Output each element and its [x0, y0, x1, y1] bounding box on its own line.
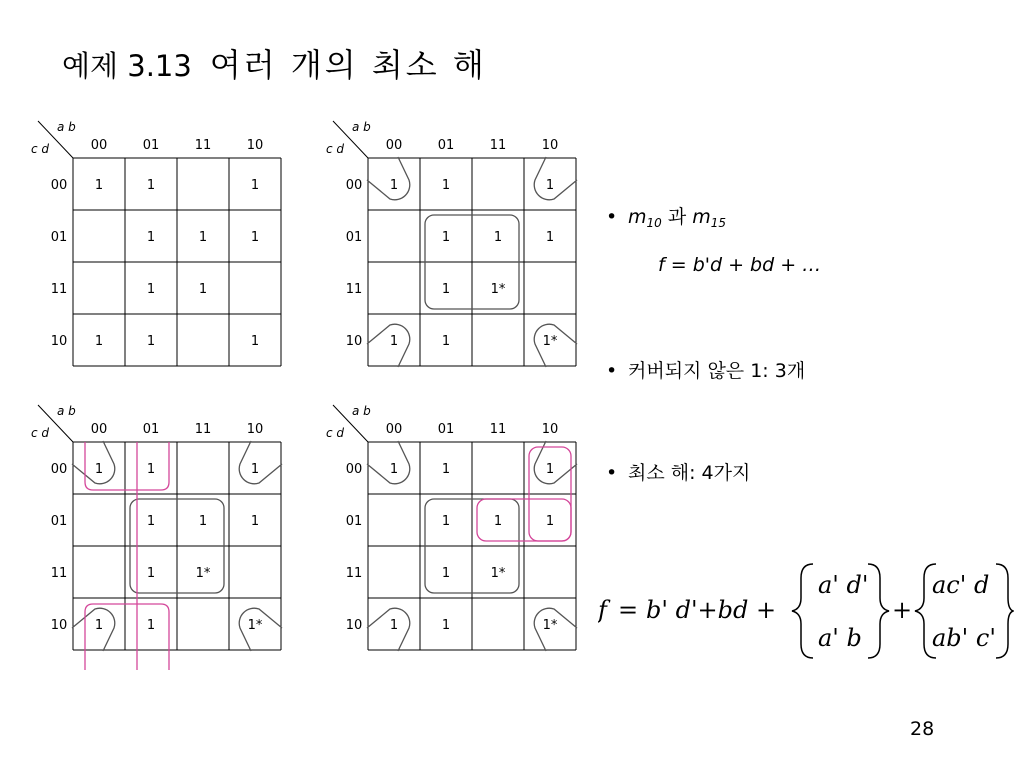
col-header: 00 [90, 138, 108, 153]
formula-eq: = [618, 596, 639, 624]
title-text: 여러 개의 최소 해 [209, 46, 487, 84]
bullet-sub-10: 10 [646, 216, 662, 230]
cell-value: 1 [250, 514, 260, 529]
row-header: 01 [50, 514, 68, 529]
wraparound-corner-loop [367, 608, 410, 651]
row-header: 11 [50, 282, 68, 297]
cell-value: 1 [493, 230, 503, 245]
bullet-solutions [606, 458, 750, 485]
bullet-m-b: m [692, 206, 711, 228]
var-label-cd: c d [31, 142, 50, 156]
wraparound-bottom-loop [85, 604, 169, 670]
row-header: 10 [50, 334, 68, 349]
formula-main: b' d'+bd + [646, 596, 777, 624]
row-header: 00 [50, 178, 68, 193]
row-header: 10 [345, 618, 363, 633]
cell-value: 1 [250, 334, 260, 349]
cell-value: 1 [250, 462, 260, 477]
col-header: 01 [437, 138, 455, 153]
cell-value: 1 [441, 514, 451, 529]
var-label-ab: a b [352, 404, 371, 418]
wraparound-corner-loop [534, 157, 577, 200]
cell-value: 1 [198, 282, 208, 297]
col-header: 10 [246, 138, 264, 153]
cell-value: 1 [389, 334, 399, 349]
col-header: 01 [142, 138, 160, 153]
col-header: 00 [385, 422, 403, 437]
cell-value: 1 [441, 566, 451, 581]
cell-value: 1 [441, 618, 451, 633]
cell-value: 1* [542, 618, 558, 633]
var-label-cd: c d [326, 426, 345, 440]
col-header: 01 [437, 422, 455, 437]
bullet-uncovered-text: 커버되지 않은 1: 3개 [628, 360, 806, 382]
cell-value: 1 [198, 514, 208, 529]
cell-value: 1 [250, 230, 260, 245]
cell-value: 1 [493, 514, 503, 529]
row-header: 01 [50, 230, 68, 245]
cell-value: 1 [441, 282, 451, 297]
bullet-marker: • [606, 462, 618, 484]
cell-value: 1 [146, 230, 156, 245]
cell-value: 1 [250, 178, 260, 193]
cell-value: 1 [94, 334, 104, 349]
col-header: 10 [541, 422, 559, 437]
right-brace-2 [996, 564, 1013, 658]
set1-top: a' d' [818, 571, 869, 599]
cell-value: 1 [146, 566, 156, 581]
row-header: 00 [345, 462, 363, 477]
minimal-solution-formula [598, 558, 1014, 666]
cell-value: 1 [389, 178, 399, 193]
row-header: 00 [345, 178, 363, 193]
page-number: 28 [910, 718, 935, 740]
col-header: 00 [90, 422, 108, 437]
cell-value: 1 [545, 230, 555, 245]
wraparound-corner-loop [367, 441, 410, 484]
cell-value: 1* [247, 618, 263, 633]
col-header: 11 [489, 138, 507, 153]
col-header: 00 [385, 138, 403, 153]
bullet-conj: 과 [661, 206, 693, 228]
cell-value: 1 [146, 618, 156, 633]
set2-top: ac' d [932, 571, 990, 599]
cell-value: 1* [542, 334, 558, 349]
cell-value: 1 [389, 462, 399, 477]
col-header: 10 [541, 138, 559, 153]
bullet-partial-formula: f = b'd + bd + … [658, 254, 822, 276]
left-brace-1 [792, 564, 813, 658]
row-header: 11 [345, 282, 363, 297]
cell-value: 1* [490, 282, 506, 297]
wraparound-corner-loop [367, 324, 410, 367]
wraparound-corner-loop [72, 608, 115, 651]
cell-value: 1 [94, 618, 104, 633]
var-label-cd: c d [326, 142, 345, 156]
cell-value: 1 [94, 178, 104, 193]
row-header: 10 [50, 618, 68, 633]
formula-lhs: f [598, 596, 607, 624]
cell-value: 1* [490, 566, 506, 581]
row-header: 01 [345, 230, 363, 245]
row-header: 10 [345, 334, 363, 349]
bullet-marker: • [606, 206, 618, 228]
cell-value: 1 [441, 462, 451, 477]
cell-value: 1 [545, 514, 555, 529]
var-label-ab: a b [352, 120, 371, 134]
bullet-sub-15: 15 [710, 216, 727, 230]
var-label-ab: a b [57, 404, 76, 418]
wraparound-corner-loop [72, 441, 115, 484]
cell-value: 1 [389, 618, 399, 633]
formula-plus: + [892, 596, 913, 624]
col-header: 11 [194, 422, 212, 437]
cell-value: 1* [195, 566, 211, 581]
cell-value: 1 [146, 334, 156, 349]
cell-value: 1 [441, 178, 451, 193]
set2-bottom: ab' c' [932, 624, 996, 652]
cell-value: 1 [94, 462, 104, 477]
wraparound-corner-loop [239, 441, 282, 484]
col-header: 01 [142, 422, 160, 437]
cell-value: 1 [146, 178, 156, 193]
cell-value: 1 [441, 334, 451, 349]
cell-value: 1 [545, 178, 555, 193]
bullet-marker: • [606, 360, 618, 382]
bullet-m-a: m [628, 206, 647, 228]
right-brace-1 [868, 564, 889, 658]
cell-value: 1 [545, 462, 555, 477]
bullet-minterms [606, 202, 726, 230]
col-header: 10 [246, 422, 264, 437]
cell-value: 1 [441, 230, 451, 245]
bullet-uncovered [606, 356, 805, 383]
var-label-ab: a b [57, 120, 76, 134]
cell-value: 1 [146, 282, 156, 297]
cell-value: 1 [198, 230, 208, 245]
title-example-number: 예제 3.13 [62, 49, 192, 83]
set1-bottom: a' b [818, 624, 862, 652]
cell-value: 1 [146, 462, 156, 477]
cell-value: 1 [146, 514, 156, 529]
row-header: 01 [345, 514, 363, 529]
col-header: 11 [489, 422, 507, 437]
row-header: 11 [50, 566, 68, 581]
var-label-cd: c d [31, 426, 50, 440]
row-header: 00 [50, 462, 68, 477]
wraparound-corner-loop [367, 157, 410, 200]
bullet-solutions-text: 최소 해: 4가지 [628, 462, 751, 484]
col-header: 11 [194, 138, 212, 153]
row-header: 11 [345, 566, 363, 581]
